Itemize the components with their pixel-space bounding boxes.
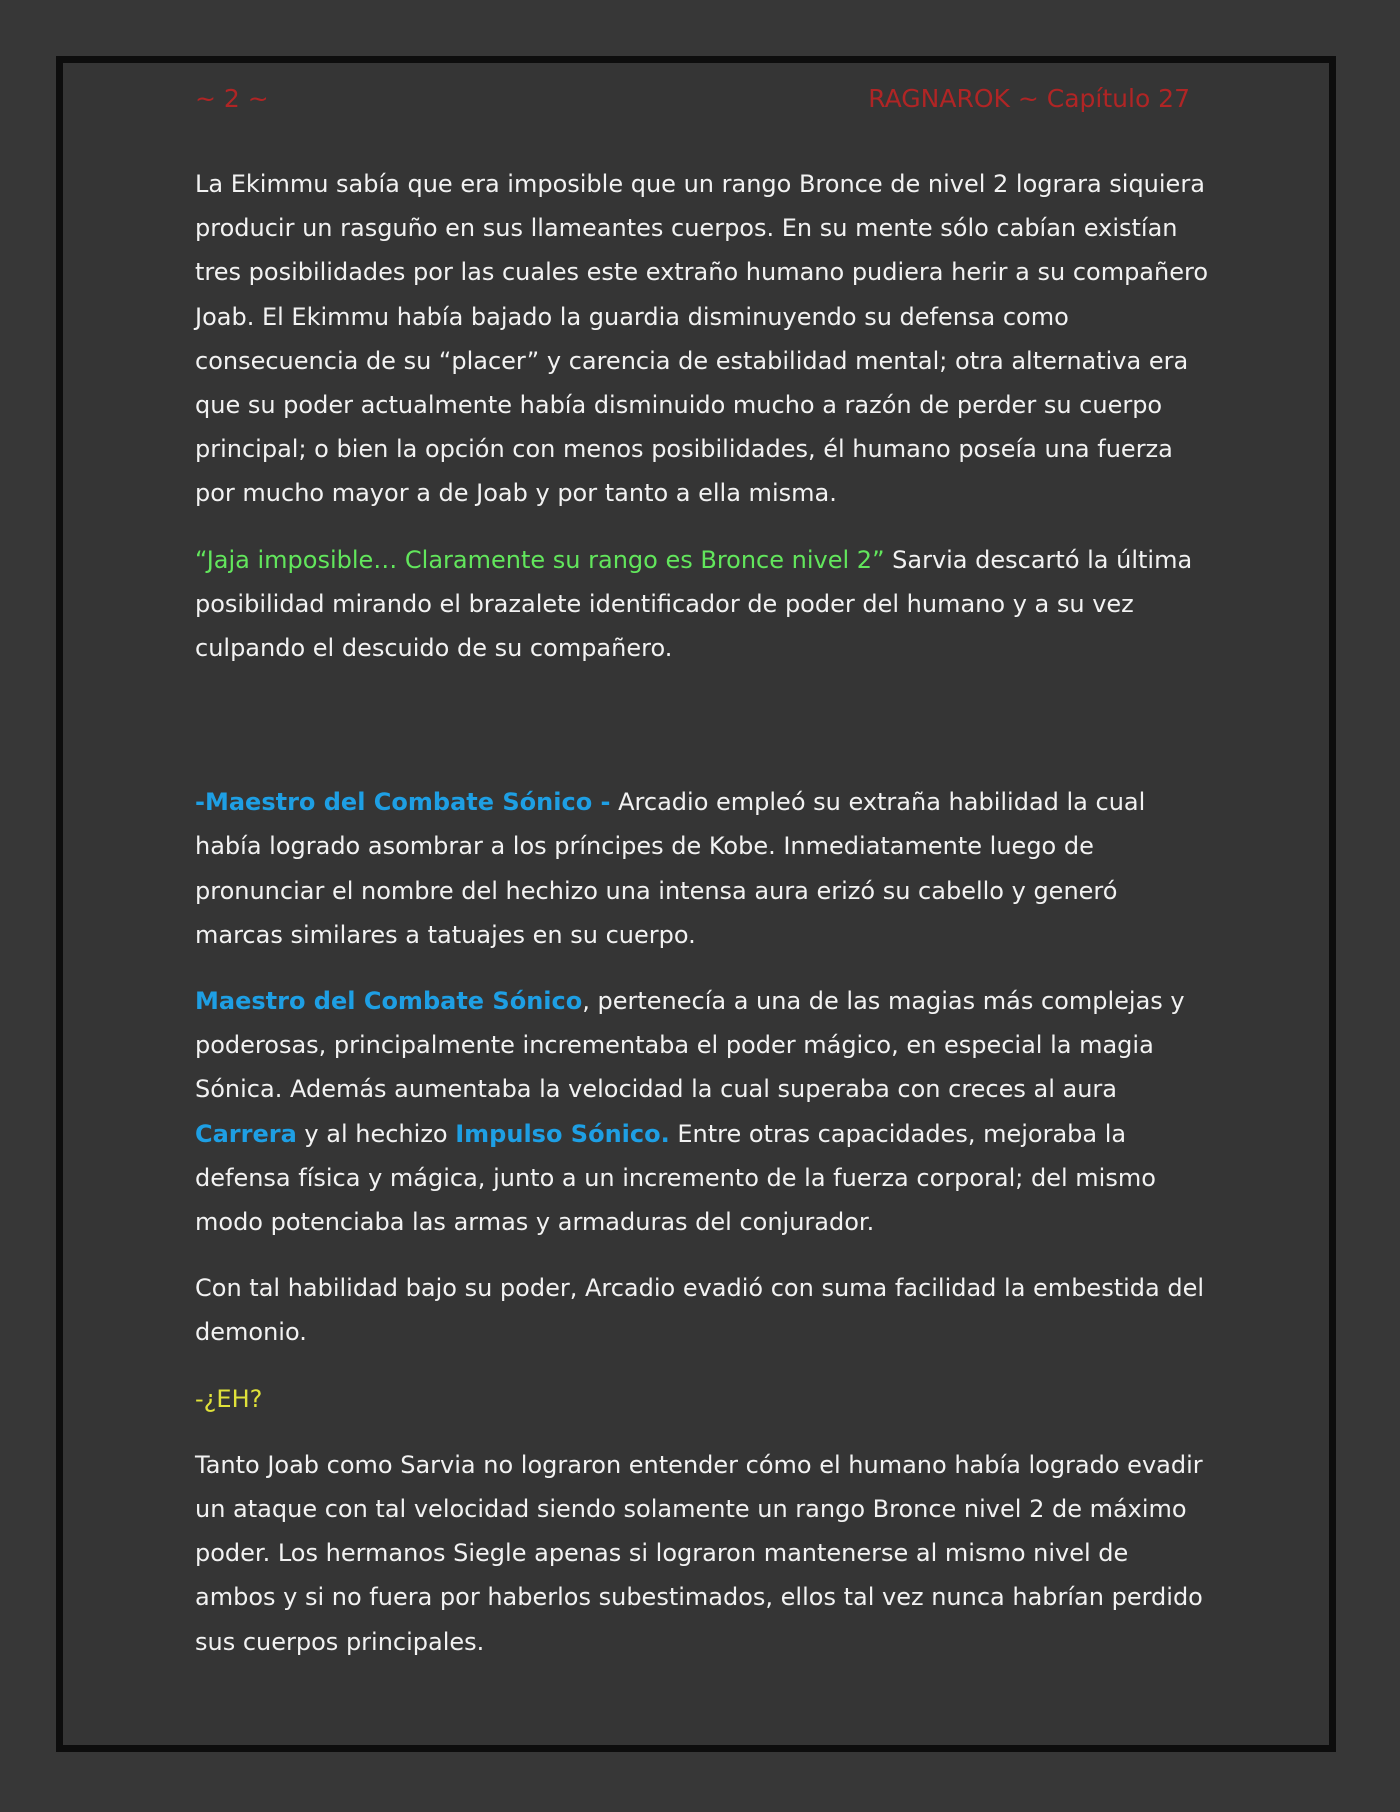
exclamation: -¿EH? (195, 1384, 263, 1413)
paragraph-4-text: Entre otras capacidades, mejoraba la defensa física y mágica, junto a un incremento de la fuerza corporal; del mismo modo potenciaba las armas y armaduras del conjurador. (195, 1119, 1156, 1237)
spell-name: -Maestro del Combate Sónico - (195, 788, 611, 817)
paragraph-4 (195, 979, 1210, 1244)
paragraph-4-text: y al hechizo (296, 1119, 456, 1148)
spell-name: Maestro del Combate Sónico (195, 987, 583, 1016)
paragraph-3-text: Arcadio empleó su extraña habilidad la cual había logrado asombrar a los príncipes de Kobe. Inmediatamente luego de pronunciar el nombre del hechizo una intensa aura erizó su cabello y generó marcas similares a tatuajes en su cuerpo. (195, 788, 1146, 949)
aura-name: Carrera (195, 1119, 297, 1148)
dialogue-quote: “Jaja imposible… Claramente su rango es Bronce nivel 2” (195, 545, 885, 574)
paragraph-7: Tanto Joab como Sarvia no lograron entender cómo el humano había logrado evadir un ataque con tal velocidad siendo solamente un rango Bronce nivel 2 de máximo poder. Los hermanos Siegle apenas si lograron mantenerse al mismo nivel de ambos y si no fuera por haberlos subestimados, ellos tal vez nunca habrían perdido sus cuerpos principales. (195, 1450, 1203, 1656)
paragraph-3 (195, 780, 1210, 957)
spell-name: Impulso Sónico. (455, 1119, 670, 1148)
paragraph-4-text: , pertenecía a una de las magias más complejas y poderosas, principalmente incrementaba el poder mágico, en especial la magia Sónica. Además aumentaba la velocidad la cual superaba con creces al aura (195, 987, 1185, 1104)
paragraph-5: Con tal habilidad bajo su poder, Arcadio evadió con suma facilidad la embestida del demonio. (195, 1274, 1205, 1347)
paragraph-1: La Ekimmu sabía que era imposible que un rango Bronce de nivel 2 lograra siquiera producir un rasguño en sus llameantes cuerpos. En su mente sólo cabían existían tres posibilidades por las cuales este extraño humano pudiera herir a su compañero Joab. El Ekimmu había bajado la guardia disminuyendo su defensa como consecuencia de su “placer” y carencia de estabilidad mental; otra alternativa era que su poder actualmente había disminuido mucho a razón de perder su cuerpo principal; o bien la opción con menos posibilidades, él humano poseía una fuerza por mucho mayor a de Joab y por tanto a ella misma. (195, 170, 1209, 508)
running-title: RAGNAROK ~ Capítulo 27 (868, 84, 1190, 113)
page-header (195, 84, 1190, 124)
paragraph-2 (195, 538, 1210, 671)
paragraph-2-text: Sarvia descartó la última posibilidad mirando el brazalete identificador de poder del humano y a su vez culpando el descuido de su compañero. (195, 545, 1193, 663)
chapter-text (195, 162, 1210, 1686)
page-number: ~ 2 ~ (195, 84, 269, 113)
